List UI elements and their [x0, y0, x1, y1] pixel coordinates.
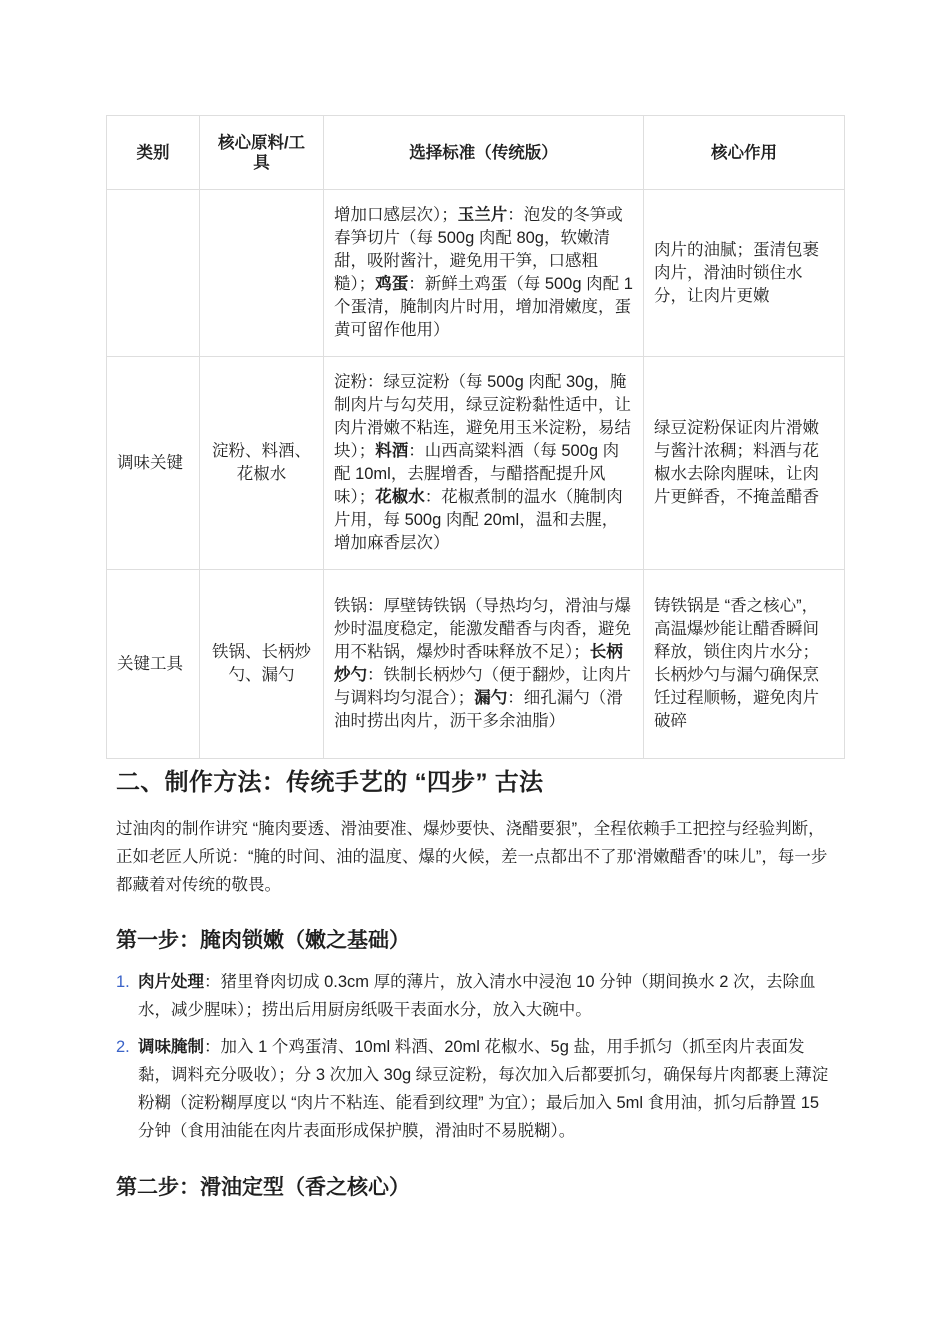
step2-heading: 第二步：滑油定型（香之核心） [116, 1176, 410, 1199]
cell-role: 绿豆淀粉保证肉片滑嫩与酱汁浓稠；料酒与花椒水去除肉腥味，让肉片更鲜香，不掩盖醋香 [644, 357, 845, 570]
list-item-text: ：猪里脊肉切成 0.3cm 厚的薄片，放入清水中浸泡 10 分钟（期间换水 2 次，去除血水，减少腥味）；捞出后用厨房纸吸干表面水分，放入大碗中。 [138, 973, 816, 1019]
cell-category [107, 190, 200, 357]
standard-text: ：铁制长柄炒勺（便于翻炒，让肉片与调料均匀混合）； [334, 666, 631, 707]
standard-keyword: 长柄炒勺 [334, 643, 623, 684]
cell-category: 调味关键 [107, 357, 200, 570]
standard-text: 铁锅：厚壁铸铁锅（导热均匀，滑油与爆炒时温度稳定，能激发醋香与肉香，避免用不粘锅，爆炒时香味释放不足）； [334, 597, 631, 661]
list-item-text: ：加入 1 个鸡蛋清、10ml 料酒、20ml 花椒水、5g 盐，用手抓匀（抓至肉片表面发黏，调料充分吸收）；分 3 次加入 30g 绿豆淀粉，每次加入后都要抓匀，确保每片肉都裹上薄淀粉糊（淀粉糊厚度以 “肉片不粘连、能看到纹理” 为宜）；最后加入 5ml 食用油，抓匀后静置 15 分钟（食用油能在肉片表面形成保护膜，滑油时不易脱糊）。 [138, 1038, 829, 1140]
cell-standard [324, 570, 644, 759]
section-heading: 二、制作方法：传统手艺的 “四步” 古法 [116, 769, 544, 796]
cell-materials: 铁锅、长柄炒勺、漏勺 [200, 570, 324, 759]
ingredients-table [106, 115, 845, 759]
standard-text: ：花椒煮制的温水（腌制肉片用，每 500g 肉配 20ml，温和去腥，增加麻香层次） [334, 488, 623, 552]
cell-role: 肉片的油腻；蛋清包裹肉片，滑油时锁住水分，让肉片更嫩 [644, 190, 845, 357]
header-role: 核心作用 [644, 116, 845, 190]
standard-text: 增加口感层次）； [334, 206, 458, 224]
standard-text: ：泡发的冬笋或春笋切片（每 500g 肉配 80g，软嫩清甜，吸附酱汁，避免用干笋，口感粗糙）； [334, 206, 623, 293]
step1-heading: 第一步：腌肉锁嫩（嫩之基础） [116, 929, 410, 952]
header-materials: 核心原料/工具 [200, 116, 324, 190]
list-item-label: 调味腌制 [138, 1038, 204, 1056]
step1-list [116, 968, 836, 1154]
cell-standard [324, 190, 644, 357]
standard-text: ：新鲜土鸡蛋（每 500g 肉配 1 个蛋清，腌制肉片时用，增加滑嫩度，蛋黄可留作他用） [334, 275, 633, 339]
cell-materials [200, 190, 324, 357]
standard-text: ：细孔漏勺（滑油时捞出肉片，沥干多余油脂） [334, 689, 623, 730]
standard-text: 淀粉：绿豆淀粉（每 500g 肉配 30g，腌制肉片与勾芡用，绿豆淀粉黏性适中，让肉片滑嫩不粘连，避免用玉米淀粉，易结块）； [334, 373, 631, 460]
cell-category: 关键工具 [107, 570, 200, 759]
table-row [107, 570, 845, 759]
list-item [116, 968, 836, 1024]
standard-keyword: 鸡蛋 [375, 275, 409, 293]
table-row [107, 190, 845, 357]
list-number: 2. [116, 1038, 130, 1056]
standard-keyword: 料酒 [375, 442, 409, 460]
standard-keyword: 玉兰片 [457, 206, 508, 224]
standard-keyword: 漏勺 [474, 689, 508, 707]
intro-paragraph: 过油肉的制作讲究 “腌肉要透、滑油要准、爆炒要快、浇醋要狠”，全程依赖手工把控与经验判断，正如老匠人所说：“腌的时间、油的温度、爆的火候，差一点都出不了那‘滑嫩醋香’的味儿”，每一步都藏着对传统的敬畏。 [116, 820, 828, 894]
table-row [107, 357, 845, 570]
header-category: 类别 [107, 116, 200, 190]
standard-keyword: 花椒水 [375, 488, 425, 506]
table-header-row [107, 116, 845, 190]
header-standard: 选择标准（传统版） [324, 116, 644, 190]
list-item [116, 1033, 836, 1145]
cell-role: 铸铁锅是 “香之核心”，高温爆炒能让醋香瞬间释放，锁住肉片水分；长柄炒勺与漏勺确保烹饪过程顺畅，避免肉片破碎 [644, 570, 845, 759]
cell-standard [324, 357, 644, 570]
cell-materials: 淀粉、料酒、花椒水 [200, 357, 324, 570]
list-number: 1. [116, 973, 130, 991]
standard-text: ：山西高粱料酒（每 500g 肉配 10ml，去腥增香，与醋搭配提升风味）； [334, 442, 620, 506]
list-item-label: 肉片处理 [138, 973, 204, 991]
